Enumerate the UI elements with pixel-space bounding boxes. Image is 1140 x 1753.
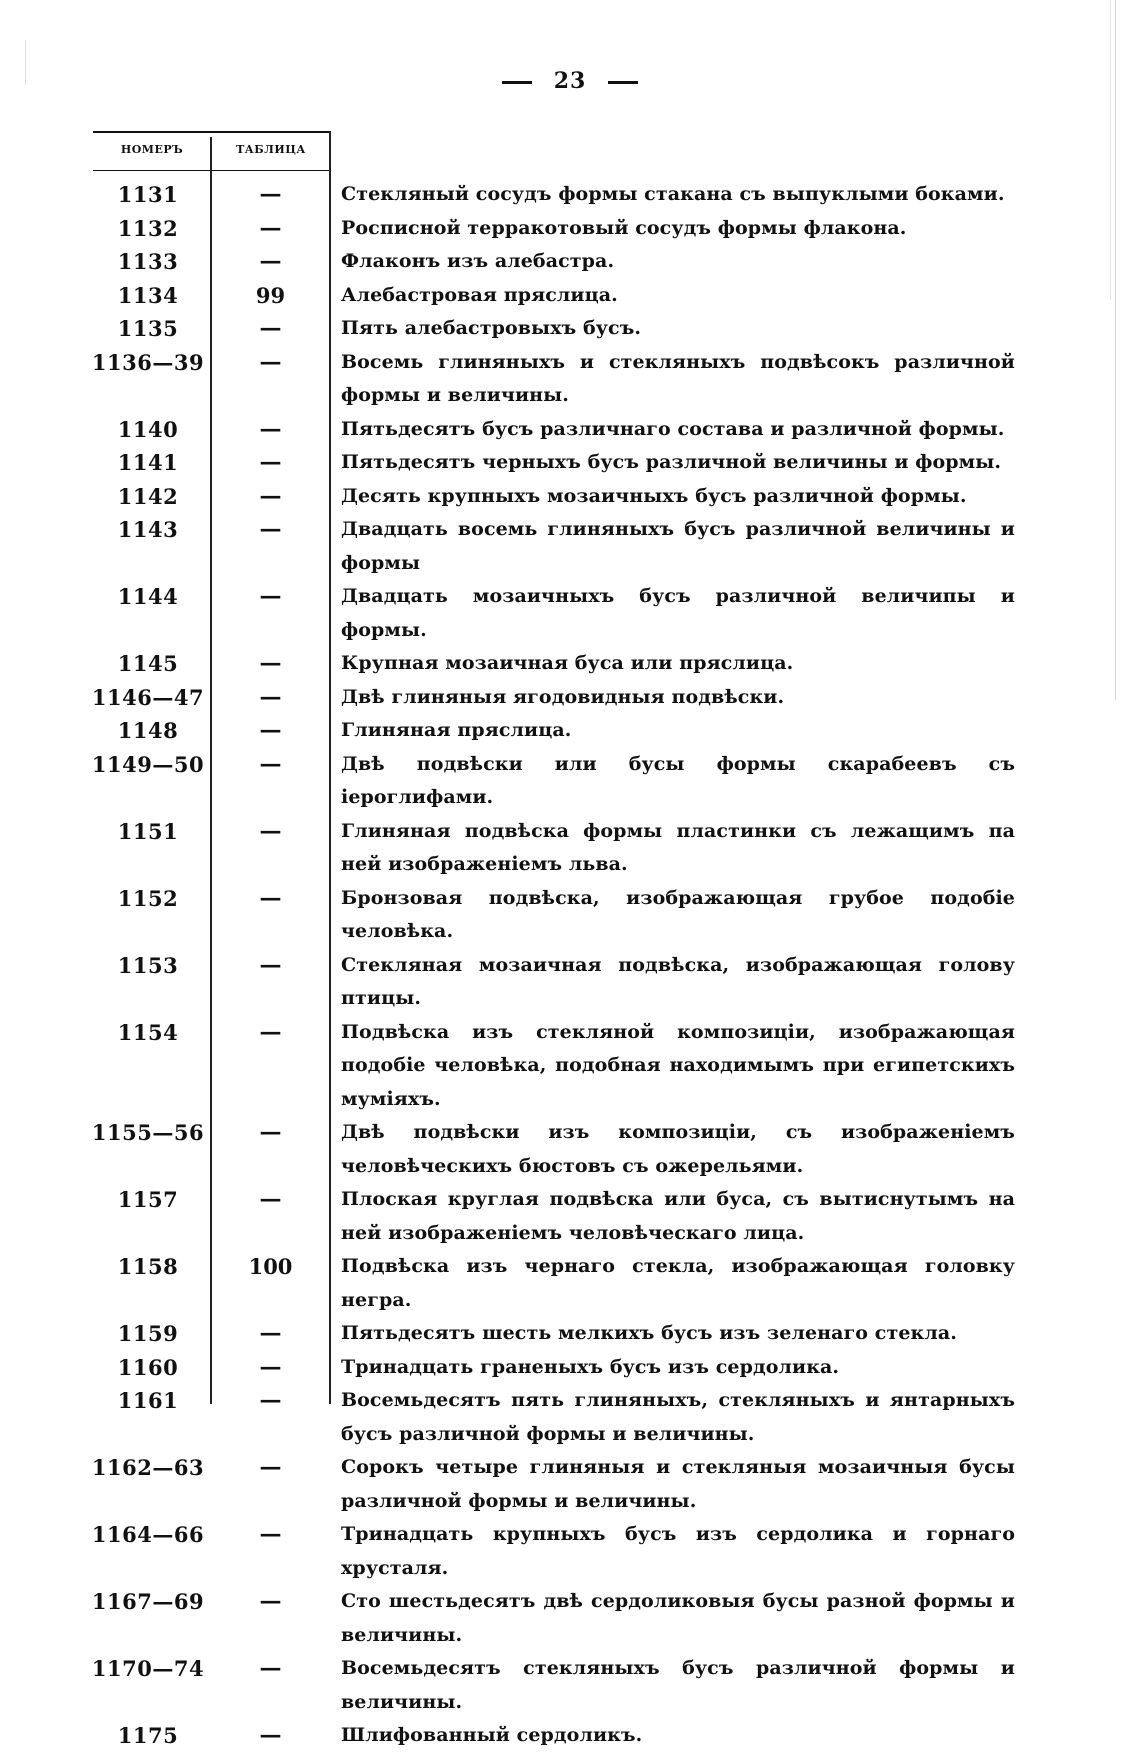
table-row bbox=[0, 178, 1140, 212]
entry-plate: — bbox=[259, 1186, 282, 1212]
table-row bbox=[0, 446, 1140, 480]
entry-number: 1142 bbox=[117, 483, 179, 509]
table-row bbox=[0, 1016, 1140, 1117]
entry-number: 1143 bbox=[117, 517, 179, 542]
entry-plate: — bbox=[259, 951, 282, 978]
entry-number: 1159 bbox=[117, 1321, 179, 1346]
entry-plate: — bbox=[259, 683, 282, 710]
entry-plate: — bbox=[259, 1521, 282, 1547]
entry-description: Бронзовая подвѣска, изображающая грубое подобіе человѣка. bbox=[341, 886, 1015, 942]
page-number bbox=[0, 68, 1140, 94]
entry-number: 1175 bbox=[117, 1723, 179, 1748]
entry-description: Флаконъ изъ алебастра. bbox=[341, 250, 615, 272]
entry-description: Глиняная подвѣска формы пластинки съ лежащимъ па ней изображеніемъ льва. bbox=[341, 819, 1015, 875]
table-row bbox=[0, 1250, 1140, 1317]
entry-plate: — bbox=[259, 415, 282, 442]
table-row bbox=[0, 681, 1140, 715]
entry-plate: — bbox=[259, 248, 282, 274]
entry-number: 1158 bbox=[117, 1254, 179, 1279]
table-row bbox=[0, 245, 1140, 279]
entry-plate: — bbox=[259, 315, 282, 341]
entry-description: Стекляная мозаичная подвѣска, изображающая голову птицы. bbox=[341, 953, 1015, 1009]
entry-description: Пятьдесятъ шесть мелкихъ бусъ изъ зеленаго стекла. bbox=[341, 1322, 957, 1344]
entry-number: 1133 bbox=[117, 249, 179, 274]
entry-plate: — bbox=[259, 1655, 282, 1681]
entry-number: 1153 bbox=[117, 952, 179, 978]
table-row bbox=[0, 1585, 1140, 1652]
entry-number: 1140 bbox=[117, 416, 179, 442]
entry-number: 1149—50 bbox=[91, 751, 205, 777]
entry-plate: — bbox=[259, 1387, 282, 1413]
table-top-rule bbox=[93, 131, 330, 133]
entry-number: 1141 bbox=[117, 450, 179, 475]
entry-number: 1167—69 bbox=[91, 1589, 205, 1614]
entry-plate: 100 bbox=[248, 1254, 293, 1279]
table-row bbox=[0, 413, 1140, 447]
entry-number: 1136—39 bbox=[91, 349, 205, 375]
table-row bbox=[0, 1317, 1140, 1351]
page-number-text: 23 bbox=[553, 68, 587, 94]
entry-plate: — bbox=[259, 1353, 282, 1380]
table-row bbox=[0, 748, 1140, 815]
entry-number: 1170—74 bbox=[91, 1656, 205, 1681]
entry-description: Подвѣска изъ чернаго стекла, изображающая головку негра. bbox=[341, 1255, 1015, 1311]
entry-plate: — bbox=[259, 181, 282, 207]
table-row bbox=[0, 1719, 1140, 1753]
entry-description: Плоская круглая подвѣска или буса, съ вытиснутымъ на ней изображеніемъ человѣческаго лица. bbox=[341, 1188, 1015, 1244]
table-row bbox=[0, 1652, 1140, 1719]
entry-plate: — bbox=[259, 348, 282, 375]
table-row bbox=[0, 1384, 1140, 1451]
entry-plate: — bbox=[259, 817, 282, 844]
entry-description: Двадцать мозаичныхъ бусъ различной величипы и формы. bbox=[341, 585, 1015, 641]
column-header-number: НОМЕРЪ bbox=[120, 143, 184, 156]
table-row bbox=[0, 212, 1140, 246]
entry-number: 1145 bbox=[117, 651, 179, 676]
table-row bbox=[0, 279, 1140, 313]
entry-description: Стекляный сосудъ формы стакана съ выпуклыми боками. bbox=[341, 183, 1005, 205]
entry-number: 1151 bbox=[117, 818, 179, 844]
entry-plate: — bbox=[259, 583, 282, 609]
entry-description: Сорокъ четыре глиняныя и стекляныя мозаичныя бусы различной формы и величины. bbox=[341, 1456, 1015, 1512]
entry-plate: — bbox=[259, 214, 282, 241]
entry-description: Тринадцать крупныхъ бусъ изъ сердолика и горнаго хрусталя. bbox=[341, 1523, 1015, 1579]
entry-description: Двѣ глиняныя ягодовидныя подвѣски. bbox=[341, 685, 785, 708]
page-number-dash-right bbox=[608, 81, 638, 84]
entry-number: 1135 bbox=[117, 316, 179, 341]
entry-plate: 99 bbox=[255, 282, 286, 308]
entry-description: Пятьдесятъ бусъ различнаго состава и различной формы. bbox=[341, 417, 1005, 440]
table-row bbox=[0, 312, 1140, 346]
entry-plate: — bbox=[259, 1454, 282, 1480]
entry-number: 1132 bbox=[117, 215, 179, 241]
entry-description: Крупная мозаичная буса или пряслица. bbox=[341, 652, 794, 674]
entry-number: 1161 bbox=[117, 1388, 179, 1413]
entry-description: Шлифованный сердоликъ. bbox=[341, 1724, 643, 1746]
entry-description: Двадцать восемь глиняныхъ бусъ различной величины и формы bbox=[341, 518, 1015, 574]
table-row bbox=[0, 882, 1140, 949]
entry-number: 1131 bbox=[117, 182, 179, 207]
entry-number: 1146—47 bbox=[91, 684, 205, 710]
entry-description: Подвѣска изъ стекляной композиціи, изображающая подобіе человѣка, подобная находимымъ при египетскихъ муміяхъ. bbox=[341, 1020, 1015, 1110]
entry-plate: — bbox=[259, 1119, 282, 1145]
entry-number: 1134 bbox=[117, 282, 179, 308]
catalogue-entries bbox=[0, 178, 1140, 1753]
entry-number: 1154 bbox=[117, 1019, 179, 1045]
entry-description: Восемьдесятъ пять глиняныхъ, стекляныхъ и янтарныхъ бусъ различной формы и величины. bbox=[341, 1389, 1015, 1445]
entry-plate: — bbox=[259, 449, 282, 475]
entry-plate: — bbox=[259, 1320, 282, 1346]
table-row bbox=[0, 1351, 1140, 1385]
entry-description: Глиняная пряслица. bbox=[341, 719, 572, 741]
entry-plate: — bbox=[259, 1018, 282, 1045]
table-row bbox=[0, 647, 1140, 681]
entry-number: 1160 bbox=[117, 1354, 179, 1380]
entry-number: 1162—63 bbox=[91, 1455, 205, 1480]
entry-description: Двѣ подвѣски или бусы формы скарабеевъ съ іероглифами. bbox=[341, 752, 1015, 808]
entry-description: Тринадцать граненыхъ бусъ изъ сердолика. bbox=[341, 1355, 840, 1378]
entry-plate: — bbox=[259, 717, 282, 743]
entry-description: Пятьдесятъ черныхъ бусъ различной величины и формы. bbox=[341, 451, 1002, 473]
page-number-dash-left bbox=[502, 81, 532, 84]
table-row bbox=[0, 949, 1140, 1016]
entry-plate: — bbox=[259, 750, 282, 777]
entry-plate: — bbox=[259, 1588, 282, 1614]
entry-description: Росписной терракотовый сосудъ формы флакона. bbox=[341, 216, 907, 239]
entry-number: 1155—56 bbox=[91, 1120, 205, 1145]
table-row bbox=[0, 815, 1140, 882]
entry-description: Двѣ подвѣски изъ композиціи, съ изображеніемъ человѣческихъ бюстовъ съ ожерельями. bbox=[341, 1121, 1015, 1177]
table-row bbox=[0, 513, 1140, 580]
entry-description: Сто шестьдесятъ двѣ сердоликовыя бусы разной формы и величины. bbox=[341, 1590, 1015, 1646]
entry-number: 1164—66 bbox=[91, 1522, 205, 1547]
table-row bbox=[0, 1116, 1140, 1183]
entry-plate: — bbox=[259, 650, 282, 676]
table-row bbox=[0, 346, 1140, 413]
entry-plate: — bbox=[259, 884, 282, 911]
entry-number: 1148 bbox=[117, 718, 179, 743]
entry-number: 1157 bbox=[117, 1187, 179, 1212]
table-row bbox=[0, 580, 1140, 647]
entry-description: Алебастровая пряслица. bbox=[341, 283, 618, 306]
entry-description: Пять алебастровыхъ бусъ. bbox=[341, 317, 642, 339]
entry-description: Восемьдесятъ стекляныхъ бусъ различной формы и величины. bbox=[341, 1657, 1015, 1713]
table-row bbox=[0, 1451, 1140, 1518]
entry-plate: — bbox=[259, 516, 282, 542]
entry-plate: — bbox=[259, 482, 282, 509]
entry-plate: — bbox=[259, 1722, 282, 1748]
table-row bbox=[0, 714, 1140, 748]
table-row bbox=[0, 480, 1140, 514]
entry-number: 1152 bbox=[117, 885, 179, 911]
table-row bbox=[0, 1518, 1140, 1585]
entry-description: Восемь глиняныхъ и стекляныхъ подвѣсокъ различной формы и величины. bbox=[341, 350, 1015, 406]
column-header-plate: ТАБЛИЦА bbox=[236, 143, 306, 156]
table-row bbox=[0, 1183, 1140, 1250]
entry-description: Десять крупныхъ мозаичныхъ бусъ различной формы. bbox=[341, 484, 967, 507]
entry-number: 1144 bbox=[117, 584, 179, 609]
